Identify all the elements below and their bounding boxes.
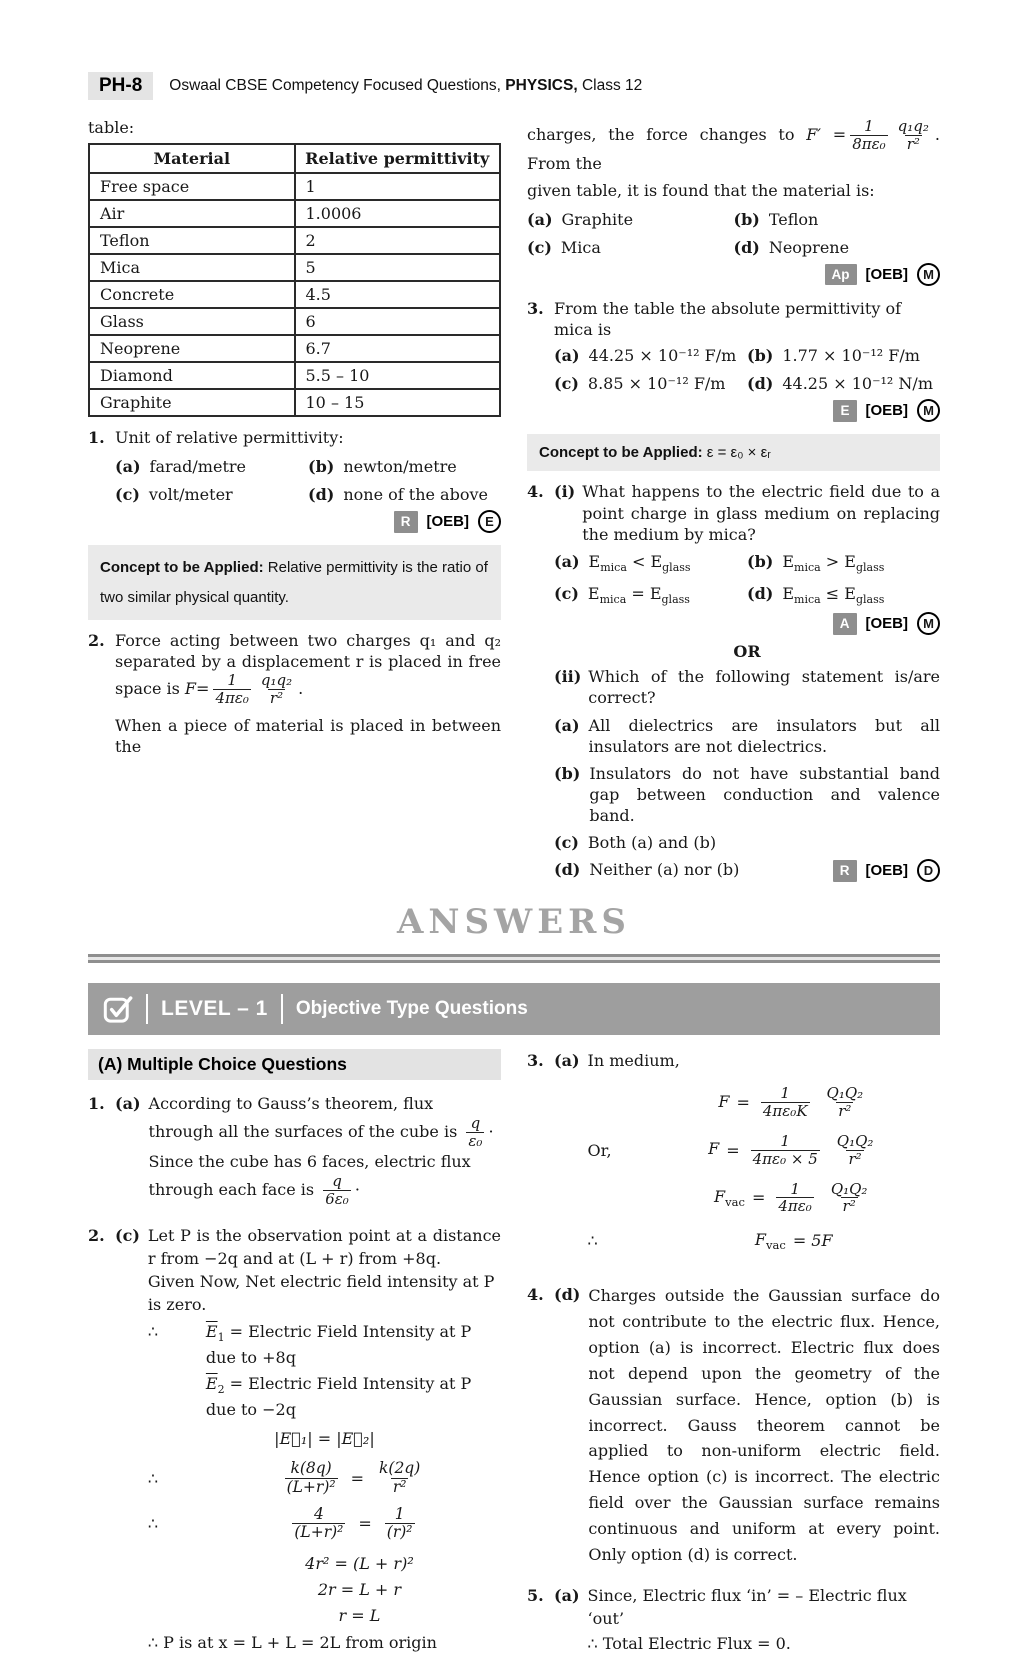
answer-3-body <box>588 1049 940 1267</box>
option-d: (d) Neither (a) nor (b) R [OEB] D <box>554 859 940 882</box>
material-cell: Neoprene <box>89 335 295 362</box>
spacer <box>148 1372 206 1421</box>
derivation-step: 2r = L + r <box>317 1579 402 1599</box>
question-1 <box>88 427 501 535</box>
option-d: (d) $E_{mica} \le E_{glass}$ <box>747 583 885 606</box>
option-b: (b) newton/metre <box>308 457 457 477</box>
fraction: $\frac{\text{Q₁Q₂}}{\text{r²}}$ <box>826 1084 864 1121</box>
permittivity-cell: 5.5 – 10 <box>295 362 501 389</box>
divider <box>146 994 148 1024</box>
answer-2-line2: Given Now, Net electric field intensity at P is zero. <box>147 1272 495 1315</box>
question-4ii-badges <box>833 859 940 882</box>
option-c: (c) Both (a) and (b) <box>554 833 717 853</box>
answer-3-intro: In medium, <box>587 1051 680 1071</box>
right-column <box>527 118 940 882</box>
option-a: (a) Graphite <box>527 209 634 229</box>
question-4-part-i: (i) What happens to the electric field due to a point charge in glass medium on replacing the medium by mica? <box>554 482 940 544</box>
section-a-heading: (A) Multiple Choice Questions <box>88 1049 501 1080</box>
option-c: (c) $E_{mica} = E_{glass}$ <box>554 583 690 606</box>
derivation-step: r = L <box>338 1606 381 1626</box>
left-column <box>88 118 501 757</box>
oeb-tag: [OEB] <box>865 402 908 420</box>
permittivity-cell: 2 <box>295 227 501 254</box>
cognitive-level-badge: R <box>394 511 418 533</box>
option-a: (a) $E_{mica} < E_{glass}$ <box>554 551 691 574</box>
material-cell: Glass <box>89 308 295 335</box>
divider <box>281 994 283 1024</box>
cognitive-level-badge: Ap <box>825 264 857 286</box>
answer-number: 4. <box>527 1285 544 1305</box>
question-1-text: Unit of relative permittivity: <box>115 428 344 447</box>
answer-1 <box>88 1092 501 1208</box>
answer-number: 3. <box>527 1051 544 1071</box>
table-row <box>89 389 500 416</box>
question-3-options <box>554 345 940 394</box>
table-row <box>89 200 500 227</box>
answers-heading: ANSWERS <box>397 902 631 943</box>
equation-2: ∴ $\frac{4}{\text{(L+r)²}}$ = $\frac{1}{\text{(r)²}}$ <box>147 1505 413 1542</box>
equation-medium: F = $\frac{1}{\text{4πε₀K}}$ $\frac{\text{Q₁Q₂}}{\text{r²}}$ <box>718 1084 864 1121</box>
table-row <box>89 362 500 389</box>
answers-right-column <box>527 1049 940 1671</box>
level-1-bar <box>88 983 940 1035</box>
difficulty-badge: M <box>917 399 940 422</box>
permittivity-cell: 4.5 <box>295 281 501 308</box>
material-cell: Graphite <box>89 389 295 416</box>
answer-5-body <box>588 1584 940 1656</box>
fraction: $\frac{k(2q)}{\text{r²}}$ <box>379 1459 421 1496</box>
definition-e1: ∴ $\overline{E}_1$ = Electric Field Intensity at P due to +8q <box>147 1321 472 1367</box>
concept-label: Concept to be Applied: <box>100 559 264 577</box>
answers-section <box>88 1049 940 1671</box>
materials-table <box>88 143 501 417</box>
answer-2-body <box>148 1224 501 1655</box>
material-cell: Free space <box>89 173 295 200</box>
concept-text: Relative permittivity is the ratio of two similar physical quantity. <box>100 559 488 606</box>
fraction: $\frac{1}{\text{(r)²}}$ <box>386 1505 413 1542</box>
fraction: $\frac{1}{\text{4πε₀ × 5}}$ <box>752 1131 818 1168</box>
question-1-body <box>115 427 501 535</box>
equation-final: ∴ $F_{vac}$ = 5F <box>587 1230 833 1253</box>
table-row <box>89 281 500 308</box>
answer-2-line1: Let P is the observation point at a distance r from −2q and at (L + r) from +8q. <box>147 1225 501 1268</box>
col-header-permittivity: Relative permittivity <box>295 144 501 173</box>
cognitive-level-badge: E <box>833 400 856 422</box>
question-2-text: Force acting between two charges q₁ and q₂ separated by a displacement r is placed in free space is F= $\frac{1}{\text{4πε₀}}$ $\frac{\text{q₁q₂}}{\text{r²}}$ . <box>115 630 501 707</box>
question-2-cont-line2: given table, it is found that the material is: <box>527 180 875 200</box>
question-2-body <box>115 630 501 757</box>
material-cell: Diamond <box>89 362 295 389</box>
permittivity-cell: 5 <box>295 254 501 281</box>
book-title-subject: PHYSICS, <box>505 77 578 94</box>
answer-option: (d) <box>554 1285 581 1305</box>
fraction: $\frac{1}{\text{4πε₀}}$ <box>215 671 249 707</box>
answer-option: (a) <box>554 1051 580 1071</box>
fraction: $\frac{q}{\text{ε₀}}$ <box>468 1114 483 1151</box>
difficulty-badge: D <box>917 859 940 882</box>
permittivity-cell: 6.7 <box>295 335 501 362</box>
cognitive-level-badge: R <box>833 860 857 882</box>
question-3-badges <box>554 399 940 422</box>
difficulty-badge: E <box>478 510 501 533</box>
fraction: $\frac{\text{q₁q₂}}{\text{r²}}$ <box>260 671 293 707</box>
answer-5-line2: ∴ Total Electric Flux = 0. <box>587 1634 791 1654</box>
question-4 <box>527 481 940 882</box>
level-label: LEVEL – 1 <box>161 997 268 1021</box>
definition-e2: $\overline{E}_2$ = Electric Field Intensity at P due to −2q <box>148 1372 501 1421</box>
level-section-title: Objective Type Questions <box>295 998 528 1020</box>
questions-section <box>88 118 940 882</box>
page-header <box>88 72 940 100</box>
material-cell: Mica <box>89 254 295 281</box>
equation-vacuum: $F_{vac}$ = $\frac{1}{\text{4πε₀}}$ $\frac{\text{Q₁Q₂}}{\text{r²}}$ <box>714 1179 868 1216</box>
question-1-number: 1. <box>88 428 105 447</box>
option-d: (d) 44.25 × 10⁻¹² N/m <box>747 374 933 394</box>
divider-rule <box>88 954 940 963</box>
or-separator: OR <box>733 642 761 662</box>
oeb-tag: [OEB] <box>865 265 908 283</box>
option-d: (d) none of the above <box>308 485 488 505</box>
oeb-tag: [OEB] <box>865 614 908 632</box>
permittivity-cell: 10 – 15 <box>295 389 501 416</box>
option-c: (c) Mica <box>527 237 601 257</box>
question-4-text-ii: Which of the following statement is/are correct? <box>588 667 940 708</box>
question-2-number: 2. <box>88 630 105 650</box>
fraction: $\frac{1}{\text{4πε₀K}}$ <box>762 1084 808 1121</box>
table-row <box>89 308 500 335</box>
option-b: (b) Insulators do not have substantial band gap between conduction and valence band. <box>554 763 940 825</box>
question-2 <box>88 630 501 757</box>
question-3-number: 3. <box>527 299 544 319</box>
magnitude-equation: |E⃗₁| = |E⃗₂| <box>274 1429 375 1449</box>
concept-label: Concept to be Applied: <box>539 444 703 462</box>
answer-2 <box>88 1224 501 1655</box>
question-2-continuation <box>527 118 940 288</box>
question-2-badges <box>527 263 940 286</box>
question-1-options <box>115 456 501 505</box>
equation-or: Or, F = $\frac{1}{\text{4πε₀ × 5}}$ $\frac{\text{Q₁Q₂}}{\text{r²}}$ <box>587 1131 874 1168</box>
checkbox-icon <box>103 994 133 1024</box>
option-b: (b) $E_{mica} > E_{glass}$ <box>747 551 885 574</box>
option-a: (a) All dielectrics are insulators but all insulators are not dielectrics. <box>554 715 940 756</box>
question-3-text: From the table the absolute permittivity of mica is <box>554 299 902 340</box>
material-cell: Teflon <box>89 227 295 254</box>
permittivity-cell: 6 <box>295 308 501 335</box>
answer-option: (a) <box>115 1094 141 1114</box>
fraction: $\frac{\text{Q₁Q₂}}{\text{r²}}$ <box>830 1179 868 1216</box>
fraction: $\frac{1}{\text{8πε₀}}$ <box>852 117 886 153</box>
answer-option: (c) <box>115 1225 140 1245</box>
answer-4-body <box>588 1283 940 1568</box>
concept-box-2 <box>527 434 940 471</box>
option-c: (c) 8.85 × 10⁻¹² F/m <box>554 374 726 394</box>
table-intro: table: <box>88 118 135 137</box>
page-number-badge: PH-8 <box>88 72 153 100</box>
question-1-badges <box>115 510 501 533</box>
question-3 <box>527 298 940 424</box>
fraction: $\frac{1}{\text{4πε₀}}$ <box>778 1179 812 1216</box>
answer-4-text: Charges outside the Gaussian surface do not contribute to the electric flux. Hence, option (a) is incorrect. Electric flux does not depend upon the geometry of the Gaussian surface. Hence, option (b) is incorrect. Gauss theorem cannot be applied to non-uniform electric field. Hence option (c) is incorrect. The electric field over the Gaussian surface remains continuous and uniform at every point. Only option (d) is correct. <box>588 1286 940 1565</box>
answer-4 <box>527 1283 940 1568</box>
book-title-pre: Oswaal CBSE Competency Focused Questions, <box>169 77 506 94</box>
answers-left-column <box>88 1049 501 1670</box>
fraction: $\frac{4}{\text{(L+r)²}}$ <box>294 1505 344 1542</box>
option-a: (a) 44.25 × 10⁻¹² F/m <box>554 346 737 366</box>
answer-5 <box>527 1584 940 1656</box>
permittivity-cell: 1.0006 <box>295 200 501 227</box>
fraction: $\frac{\text{q₁q₂}}{\text{r²}}$ <box>897 117 929 153</box>
table-row <box>89 173 500 200</box>
oeb-tag: [OEB] <box>865 861 908 879</box>
answer-2-conclusion: ∴ P is at x = L + L = 2L from origin <box>147 1633 437 1653</box>
material-cell: Air <box>89 200 295 227</box>
fraction: $\frac{q}{\text{6ε₀}}$ <box>325 1172 349 1208</box>
concept-box-1 <box>88 545 501 620</box>
table-row <box>89 227 500 254</box>
fraction: $\frac{\text{Q₁Q₂}}{\text{r²}}$ <box>836 1131 874 1168</box>
answer-number: 1. <box>88 1094 105 1114</box>
col-header-material: Material <box>89 144 295 173</box>
oeb-tag: [OEB] <box>426 512 469 530</box>
option-a: (a) farad/metre <box>115 457 246 477</box>
answer-option: (a) <box>554 1585 580 1605</box>
answer-3 <box>527 1049 940 1267</box>
question-2-continued: When a piece of material is placed in between the <box>115 715 501 756</box>
question-4-badges <box>554 612 940 635</box>
concept-text: ε = ε₀ × εᵣ <box>702 444 771 462</box>
option-b: (b) 1.77 × 10⁻¹² F/m <box>747 346 920 366</box>
question-2-options <box>527 209 940 258</box>
book-title-post: Class 12 <box>577 77 643 94</box>
question-4-options <box>554 551 940 607</box>
table-header-row <box>89 144 500 173</box>
answer-5-line1: Since, Electric flux ‘in’ = – Electric flux ‘out’ <box>587 1585 907 1629</box>
question-4-part-ii: (ii) Which of the following statement is/are correct? <box>554 667 940 708</box>
answer-number: 5. <box>527 1585 544 1605</box>
table-row <box>89 335 500 362</box>
book-title <box>169 77 642 95</box>
table-row <box>89 254 500 281</box>
material-cell: Concrete <box>89 281 295 308</box>
cognitive-level-badge: A <box>833 613 857 635</box>
question-4-text: What happens to the electric field due to a point charge in glass medium on replacing the medium by mica? <box>582 482 940 544</box>
formula-lhs: F= <box>184 678 210 698</box>
question-2-cont-text: charges, the force changes to F′ = $\frac{1}{\text{8πε₀}}$ $\frac{\text{q₁q₂}}{\text{r²}}$ . From the given table, it is found that the material is: <box>527 117 940 200</box>
answer-1-body: According to Gauss’s theorem, flux through all the surfaces of the cube is $\frac{q}{\text{ε₀}}$ · Since the cube has 6 faces, electric flux through each face is $\frac{q}{\text{6ε₀}}$ · <box>148 1094 494 1208</box>
difficulty-badge: M <box>917 263 940 286</box>
option-c: (c) volt/meter <box>115 485 233 505</box>
derivation-step: 4r² = (L + r)² <box>305 1553 414 1573</box>
option-b: (b) Teflon <box>733 209 819 229</box>
fraction: $\frac{k(8q)}{\text{(L+r)²}}$ <box>286 1459 336 1496</box>
answer-number: 2. <box>88 1225 105 1245</box>
question-4-number: 4. <box>527 482 544 502</box>
option-d: (d) Neoprene <box>733 237 850 257</box>
permittivity-cell: 1 <box>295 173 501 200</box>
difficulty-badge: M <box>917 612 940 635</box>
equation-1: ∴ $\frac{k(8q)}{\text{(L+r)²}}$ = $\frac{k(2q)}{\text{r²}}$ <box>147 1459 421 1496</box>
formula-lhs: F′ = <box>806 124 847 144</box>
